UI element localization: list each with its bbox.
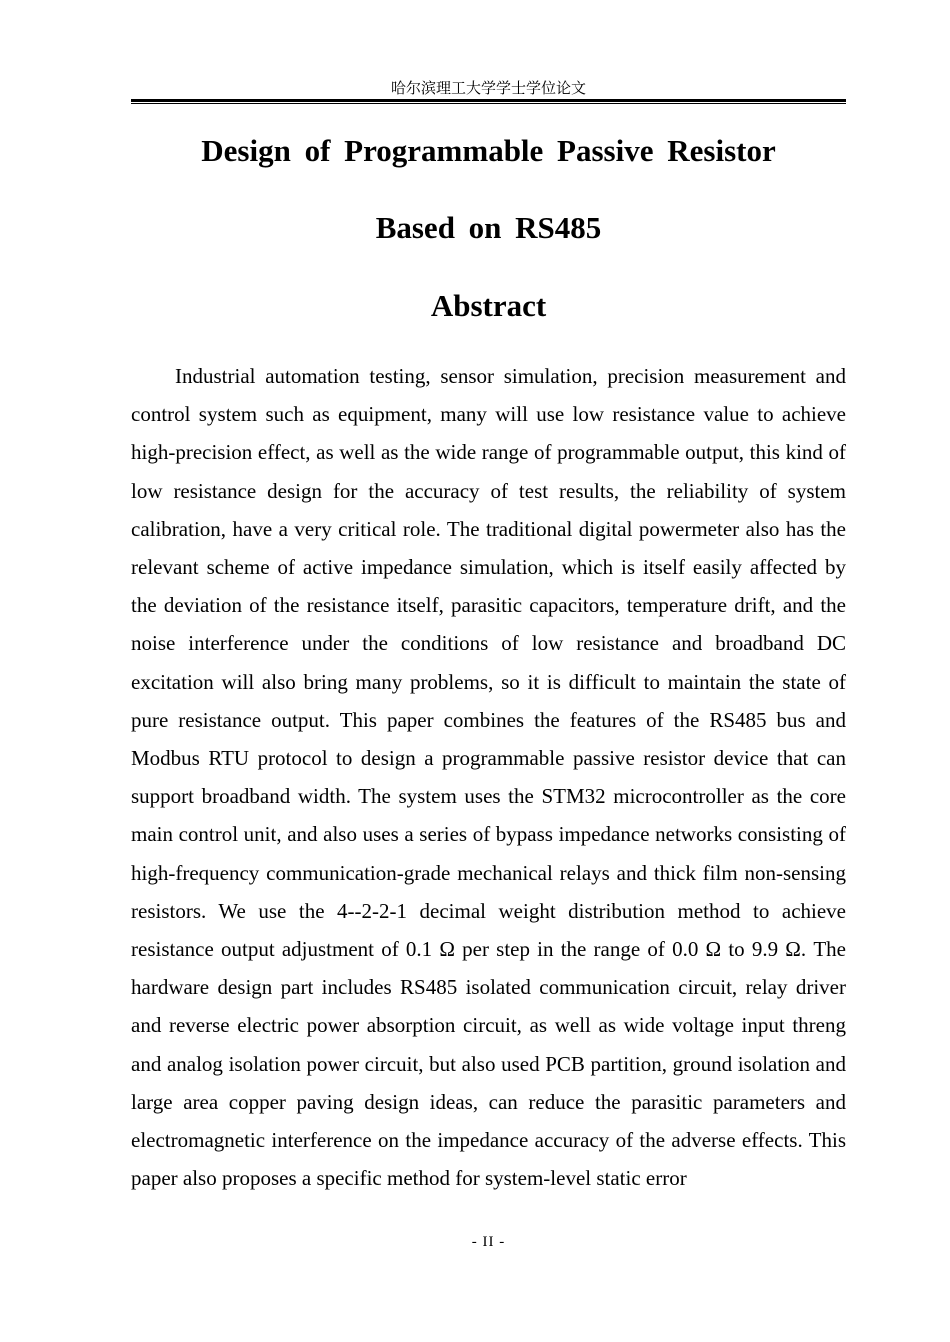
page-number: - II - (471, 1234, 506, 1250)
abstract-heading: Abstract (430, 288, 547, 323)
abstract-body: Industrial automation testing, sensor simulation, precision measurement and control system such as equipment, many will use low resistance value to achieve high-precision effect, as well as the wide range of programmable output, this kind of low resistance design for the accuracy of test results, the reliability of system calibration, have a very critical role. The traditional digital powermeter also has the relevant scheme of active impedance simulation, which is itself easily affected by the deviation of the resistance itself, parasitic capacitors, temperature drift, and the noise interference under the conditions of low resistance and broadband DC excitation will also bring many problems, so it is difficult to maintain the state of pure resistance output. This paper combines the features of the RS485 bus and Modbus RTU protocol to design a programmable passive resistor device that can support broadband width. The system uses the STM32 microcontroller as the core main control unit, and also uses a series of bypass impedance networks consisting of high-frequency communication-grade mechanical relays and thick film non-sensing resistors. We use the 4--2-2-1 decimal weight distribution method to achieve resistance output adjustment of 0.1 Ω per step in the range of 0.0 Ω to 9.9 Ω. The hardware design part includes RS485 isolated communication circuit, relay driver and reverse electric power absorption circuit, as well as wide voltage input threng and analog isolation power circuit, but also used PCB partition, ground isolation and large area copper paving design ideas, can reduce the parasitic parameters and electromagnetic interference on the impedance accuracy of the adverse effects. This paper also proposes a specific method for system-level static error (131, 364, 846, 1191)
header-rule-thick (131, 99, 846, 102)
header-rule-thin (131, 103, 846, 104)
running-header: 哈尔滨理工大学学士学位论文 (390, 79, 586, 97)
paper-title-line-2: Based on RS485 (375, 210, 602, 245)
paper-title-line-1: Design of Programmable Passive Resistor (201, 133, 776, 168)
